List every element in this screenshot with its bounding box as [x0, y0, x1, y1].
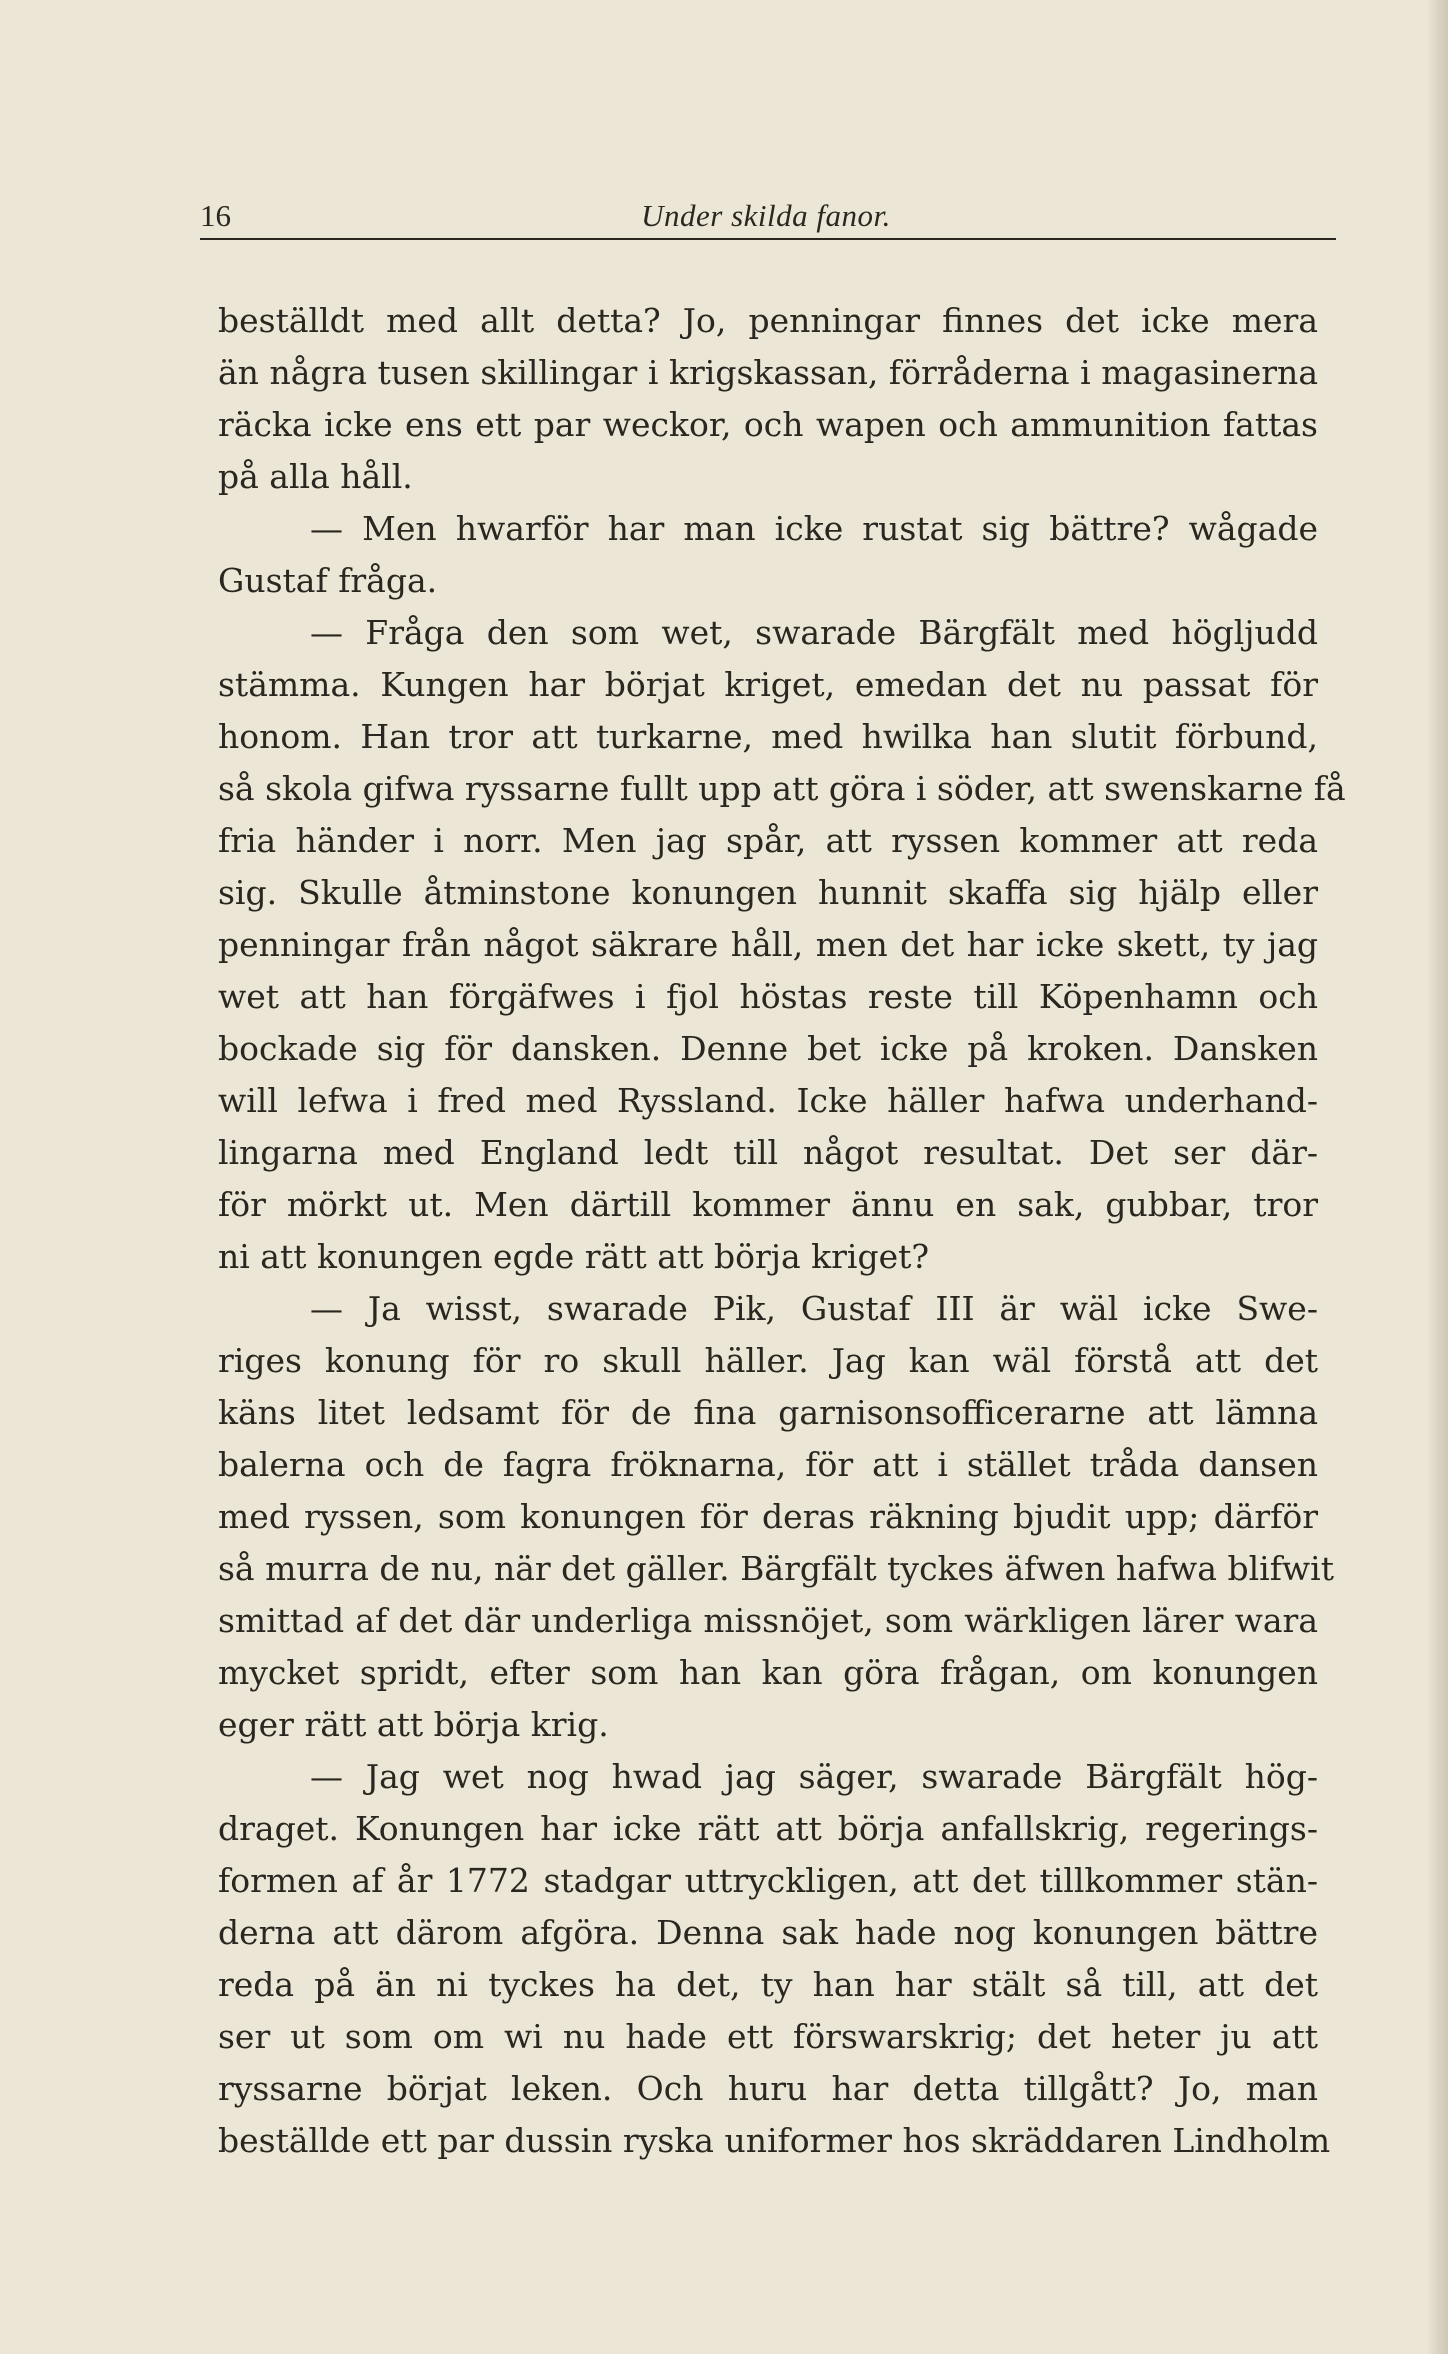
- text-line: ryssarne börjat leken. Och huru har detta tillgått? Jo, man: [218, 2069, 1318, 2108]
- text-line: beställdt med allt detta? Jo, penningar finnes det icke mera: [218, 301, 1318, 340]
- text-line: riges konung för ro skull häller. Jag kan wäl förstå att det: [218, 1341, 1318, 1380]
- text-line: bockade sig för dansken. Denne bet icke på kroken. Dansken: [218, 1029, 1318, 1068]
- text-line: — Fråga den som wet, swarade Bärgfält med högljudd: [310, 613, 1318, 652]
- text-line: mycket spridt, efter som han kan göra frågan, om konungen: [218, 1653, 1318, 1692]
- text-line: på alla håll.: [218, 457, 413, 496]
- text-line: balerna och de fagra fröknarna, för att i stället tråda dansen: [218, 1445, 1318, 1484]
- text-line: ser ut som om wi nu hade ett förswarskrig; det heter ju att: [218, 2017, 1318, 2056]
- text-line: draget. Konungen har icke rätt att börja anfallskrig, regerings-: [218, 1809, 1318, 1848]
- text-line: för mörkt ut. Men därtill kommer ännu en sak, gubbar, tror: [218, 1185, 1318, 1224]
- text-line: stämma. Kungen har börjat kriget, emedan det nu passat för: [218, 665, 1318, 704]
- text-line: eger rätt att börja krig.: [218, 1705, 609, 1744]
- text-line: — Ja wisst, swarade Pik, Gustaf III är wäl icke Swe-: [310, 1289, 1318, 1328]
- text-line: formen af år 1772 stadgar uttryckligen, att det tillkommer stän-: [218, 1861, 1318, 1900]
- page-edge-shadow: [1426, 0, 1448, 2354]
- text-line: med ryssen, som konungen för deras räkning bjudit upp; därför: [218, 1497, 1318, 1536]
- text-line: penningar från något säkrare håll, men det har icke skett, ty jag: [218, 925, 1318, 964]
- text-line: sig. Skulle åtminstone konungen hunnit skaffa sig hjälp eller: [218, 873, 1318, 912]
- text-line: honom. Han tror att turkarne, med hwilka han slutit förbund,: [218, 717, 1318, 756]
- text-line: så skola gifwa ryssarne fullt upp att göra i söder, att swenskarne få: [218, 769, 1346, 808]
- text-line: beställde ett par dussin ryska uniformer hos skräddaren Lindholm: [218, 2121, 1331, 2160]
- text-line: fria händer i norr. Men jag spår, att ryssen kommer att reda: [218, 821, 1318, 860]
- text-line: lingarna med England ledt till något resultat. Det ser där-: [218, 1133, 1318, 1172]
- text-line: käns litet ledsamt för de fina garnisonsofficerarne att lämna: [218, 1393, 1318, 1432]
- text-line: derna att därom afgöra. Denna sak hade nog konungen bättre: [218, 1913, 1318, 1952]
- text-line: wet att han förgäfwes i fjol höstas reste till Köpenhamn och: [218, 977, 1318, 1016]
- header-rule: [200, 238, 1336, 240]
- page-number: 16: [200, 198, 231, 233]
- text-line: än några tusen skillingar i krigskassan, förråderna i magasinerna: [218, 353, 1318, 392]
- text-line: will lefwa i fred med Ryssland. Icke häller hafwa underhand-: [218, 1081, 1318, 1120]
- text-line: så murra de nu, när det gäller. Bärgfält tyckes äfwen hafwa blifwit: [218, 1549, 1334, 1588]
- text-line: Gustaf fråga.: [218, 561, 438, 600]
- text-line: räcka icke ens ett par weckor, och wapen och ammunition fattas: [218, 405, 1318, 444]
- text-line: ni att konungen egde rätt att börja kriget?: [218, 1237, 930, 1276]
- text-line: smittad af det där underliga missnöjet, som wärkligen lärer wara: [218, 1601, 1318, 1640]
- running-title: Under skilda fanor.: [641, 198, 891, 233]
- text-line: — Jag wet nog hwad jag säger, swarade Bärgfält hög-: [310, 1757, 1318, 1796]
- page-header: [196, 196, 1336, 244]
- text-line: — Men hwarför har man icke rustat sig bättre? wågade: [310, 509, 1318, 548]
- text-line: reda på än ni tyckes ha det, ty han har stält så till, att det: [218, 1965, 1318, 2004]
